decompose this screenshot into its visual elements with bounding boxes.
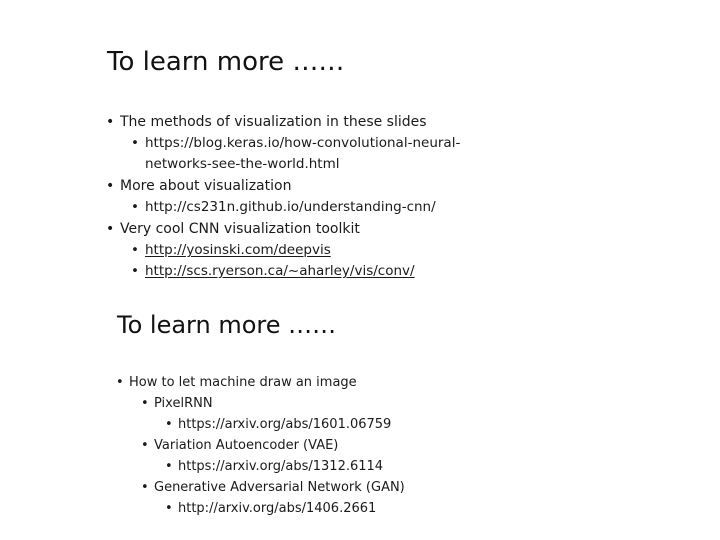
link-item[interactable] (116, 414, 405, 435)
bullet-icon: • (106, 114, 115, 130)
link-text[interactable]: https://arxiv.org/abs/1312.6114 (178, 459, 384, 474)
bullet-icon: • (141, 438, 149, 453)
link-text[interactable]: http://arxiv.org/abs/1406.2661 (178, 501, 377, 516)
bullet-icon: • (106, 178, 115, 194)
bullet-icon: • (116, 375, 124, 390)
list-item (116, 477, 405, 498)
link-text[interactable]: https://arxiv.org/abs/1601.06759 (178, 417, 392, 432)
slide-title: To learn more …… (117, 311, 337, 339)
slide-title: To learn more …… (107, 47, 345, 77)
list-item (106, 175, 460, 197)
link-item[interactable] (106, 197, 460, 218)
link-item[interactable] (106, 133, 460, 175)
bullet-icon: • (131, 135, 139, 151)
list-item (116, 393, 405, 414)
bullet-icon: • (165, 459, 173, 474)
link-text-continued[interactable]: networks-see-the-world.html (145, 156, 340, 172)
bullet-icon: • (131, 242, 139, 258)
item-text: Generative Adversarial Network (GAN) (154, 480, 405, 495)
bullet-list (116, 372, 405, 519)
item-text: More about visualization (120, 178, 292, 194)
link-item[interactable] (116, 498, 405, 519)
item-text: Very cool CNN visualization toolkit (120, 221, 360, 237)
link-text[interactable]: http://yosinski.com/deepvis (145, 242, 331, 258)
item-text: Variation Autoencoder (VAE) (154, 438, 339, 453)
bullet-icon: • (106, 221, 115, 237)
list-item (116, 435, 405, 456)
bullet-icon: • (165, 417, 173, 432)
link-text[interactable]: https://blog.keras.io/how-convolutional-neural- (145, 135, 461, 151)
slide-generation-resources (0, 300, 720, 540)
bullet-list (106, 111, 460, 282)
bullet-icon: • (165, 501, 173, 516)
bullet-icon: • (131, 263, 139, 279)
bullet-icon: • (131, 199, 139, 215)
link-text[interactable]: http://scs.ryerson.ca/~aharley/vis/conv/ (145, 263, 415, 279)
list-item (106, 218, 460, 240)
list-item (116, 372, 405, 393)
link-item[interactable] (116, 456, 405, 477)
list-item (106, 111, 460, 133)
link-item[interactable] (106, 261, 460, 282)
item-text: PixelRNN (154, 396, 213, 411)
item-text: The methods of visualization in these slides (120, 114, 427, 130)
item-text: How to let machine draw an image (129, 375, 357, 390)
bullet-icon: • (141, 480, 149, 495)
link-item[interactable] (106, 240, 460, 261)
link-text[interactable]: http://cs231n.github.io/understanding-cnn/ (145, 199, 436, 215)
bullet-icon: • (141, 396, 149, 411)
